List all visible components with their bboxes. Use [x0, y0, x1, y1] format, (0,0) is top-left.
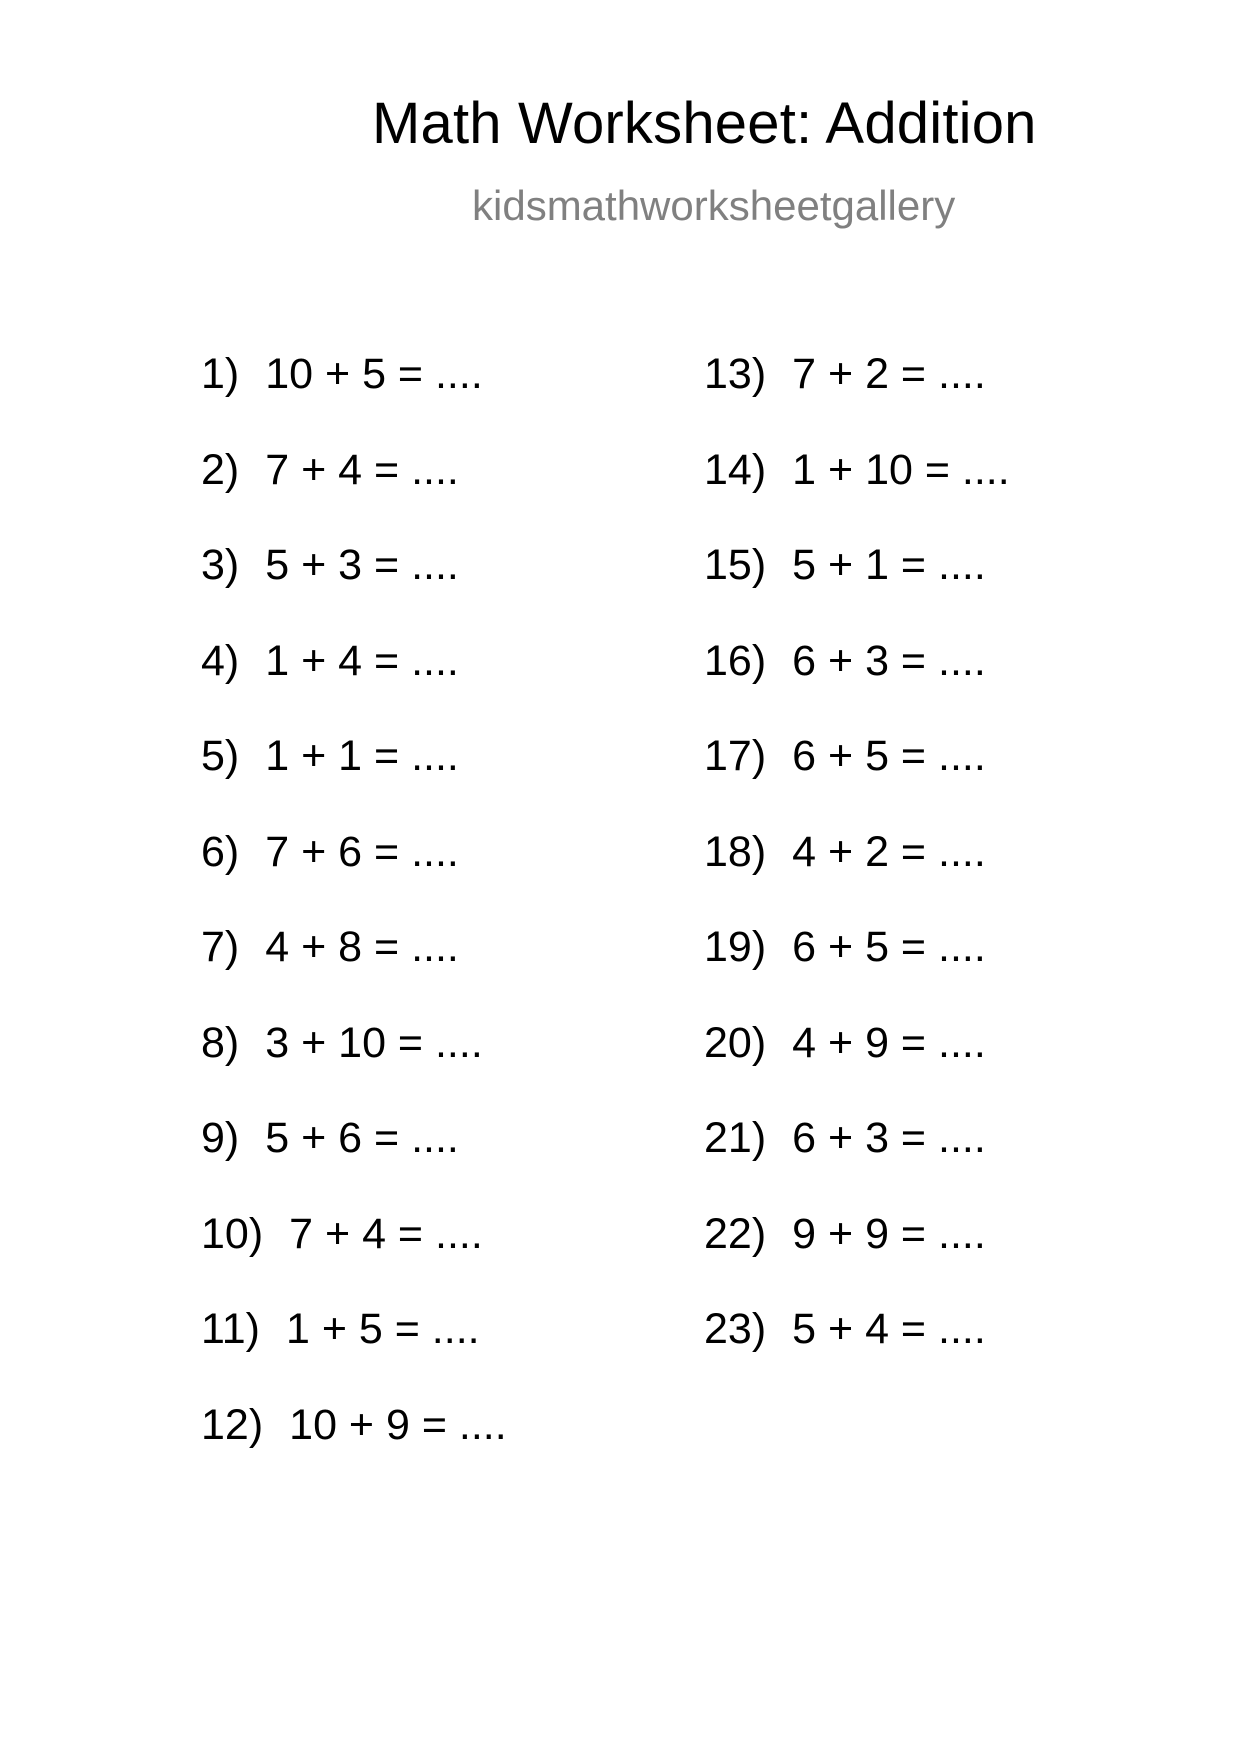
- problem-column-right: [704, 350, 1010, 1404]
- problem-expression: 10 + 5 = ....: [265, 350, 483, 398]
- problem-expression: 4 + 8 = ....: [265, 923, 459, 971]
- problem-item: [201, 445, 507, 545]
- problem-number: 2): [201, 445, 240, 494]
- problem-item: [201, 923, 507, 1022]
- problem-item: [201, 636, 507, 736]
- problem-expression: 1 + 1 = ....: [265, 732, 459, 780]
- worksheet-title: Math Worksheet: Addition: [372, 91, 1037, 156]
- problem-number: 18): [704, 827, 767, 876]
- problem-item: [704, 923, 1010, 1022]
- problem-expression: 3 + 10 = ....: [265, 1018, 483, 1067]
- problem-expression: 6 + 3 = ....: [792, 1114, 986, 1162]
- problem-expression: 7 + 6 = ....: [265, 827, 459, 876]
- problem-expression: 1 + 10 = ....: [792, 445, 1010, 494]
- problem-expression: 6 + 3 = ....: [792, 636, 986, 685]
- problem-number: 10): [201, 1209, 264, 1258]
- problem-expression: 9 + 9 = ....: [792, 1209, 986, 1258]
- problem-number: 16): [704, 636, 767, 685]
- problem-item: [201, 1209, 507, 1309]
- problem-number: 6): [201, 827, 240, 876]
- problem-item: [704, 1018, 1010, 1118]
- problem-number: 19): [704, 923, 767, 971]
- problem-number: 13): [704, 350, 767, 398]
- problem-item: [704, 541, 1010, 640]
- problem-item: [704, 1305, 1010, 1404]
- problem-number: 9): [201, 1114, 240, 1162]
- problem-item: [704, 350, 1010, 449]
- problem-item: [201, 1400, 507, 1500]
- problem-number: 4): [201, 636, 240, 685]
- problem-expression: 5 + 3 = ....: [265, 541, 459, 589]
- problem-number: 20): [704, 1018, 767, 1067]
- problem-number: 8): [201, 1018, 240, 1067]
- problem-expression: 7 + 4 = ....: [289, 1209, 483, 1258]
- problem-item: [201, 1305, 507, 1404]
- problem-item: [201, 1114, 507, 1213]
- problem-expression: 5 + 4 = ....: [792, 1305, 986, 1353]
- problem-item: [201, 732, 507, 831]
- problem-number: 17): [704, 732, 767, 780]
- problem-item: [704, 445, 1010, 545]
- problem-item: [201, 827, 507, 927]
- problem-expression: 5 + 1 = ....: [792, 541, 986, 589]
- problem-expression: 1 + 5 = ....: [285, 1305, 480, 1353]
- worksheet-subtitle: kidsmathworksheetgallery: [472, 182, 956, 229]
- problem-number: 5): [201, 732, 240, 780]
- problem-expression: 1 + 4 = ....: [265, 636, 459, 685]
- problem-number: 22): [704, 1209, 767, 1258]
- problem-number: 7): [201, 923, 240, 971]
- problem-item: [704, 732, 1010, 831]
- problem-number: 15): [704, 541, 767, 589]
- problem-item: [704, 1209, 1010, 1309]
- problem-item: [201, 1018, 507, 1118]
- problem-item: [201, 350, 507, 449]
- problem-number: 11): [201, 1305, 260, 1353]
- problem-number: 23): [704, 1305, 767, 1353]
- problem-expression: 6 + 5 = ....: [792, 923, 986, 971]
- problem-item: [704, 636, 1010, 736]
- problem-column-left: [201, 350, 507, 1499]
- problem-number: 14): [704, 445, 767, 494]
- problem-expression: 7 + 4 = ....: [265, 445, 459, 494]
- problem-expression: 4 + 2 = ....: [792, 827, 986, 876]
- problem-item: [704, 1114, 1010, 1213]
- problem-expression: 6 + 5 = ....: [792, 732, 986, 780]
- problem-number: 21): [704, 1114, 767, 1162]
- problem-number: 3): [201, 541, 240, 589]
- problem-expression: 4 + 9 = ....: [792, 1018, 986, 1067]
- problem-expression: 7 + 2 = ....: [792, 350, 986, 398]
- problem-number: 12): [201, 1400, 264, 1449]
- problem-expression: 10 + 9 = ....: [289, 1400, 507, 1449]
- problem-number: 1): [201, 350, 240, 398]
- problem-item: [704, 827, 1010, 927]
- problem-item: [201, 541, 507, 640]
- problem-expression: 5 + 6 = ....: [265, 1114, 459, 1162]
